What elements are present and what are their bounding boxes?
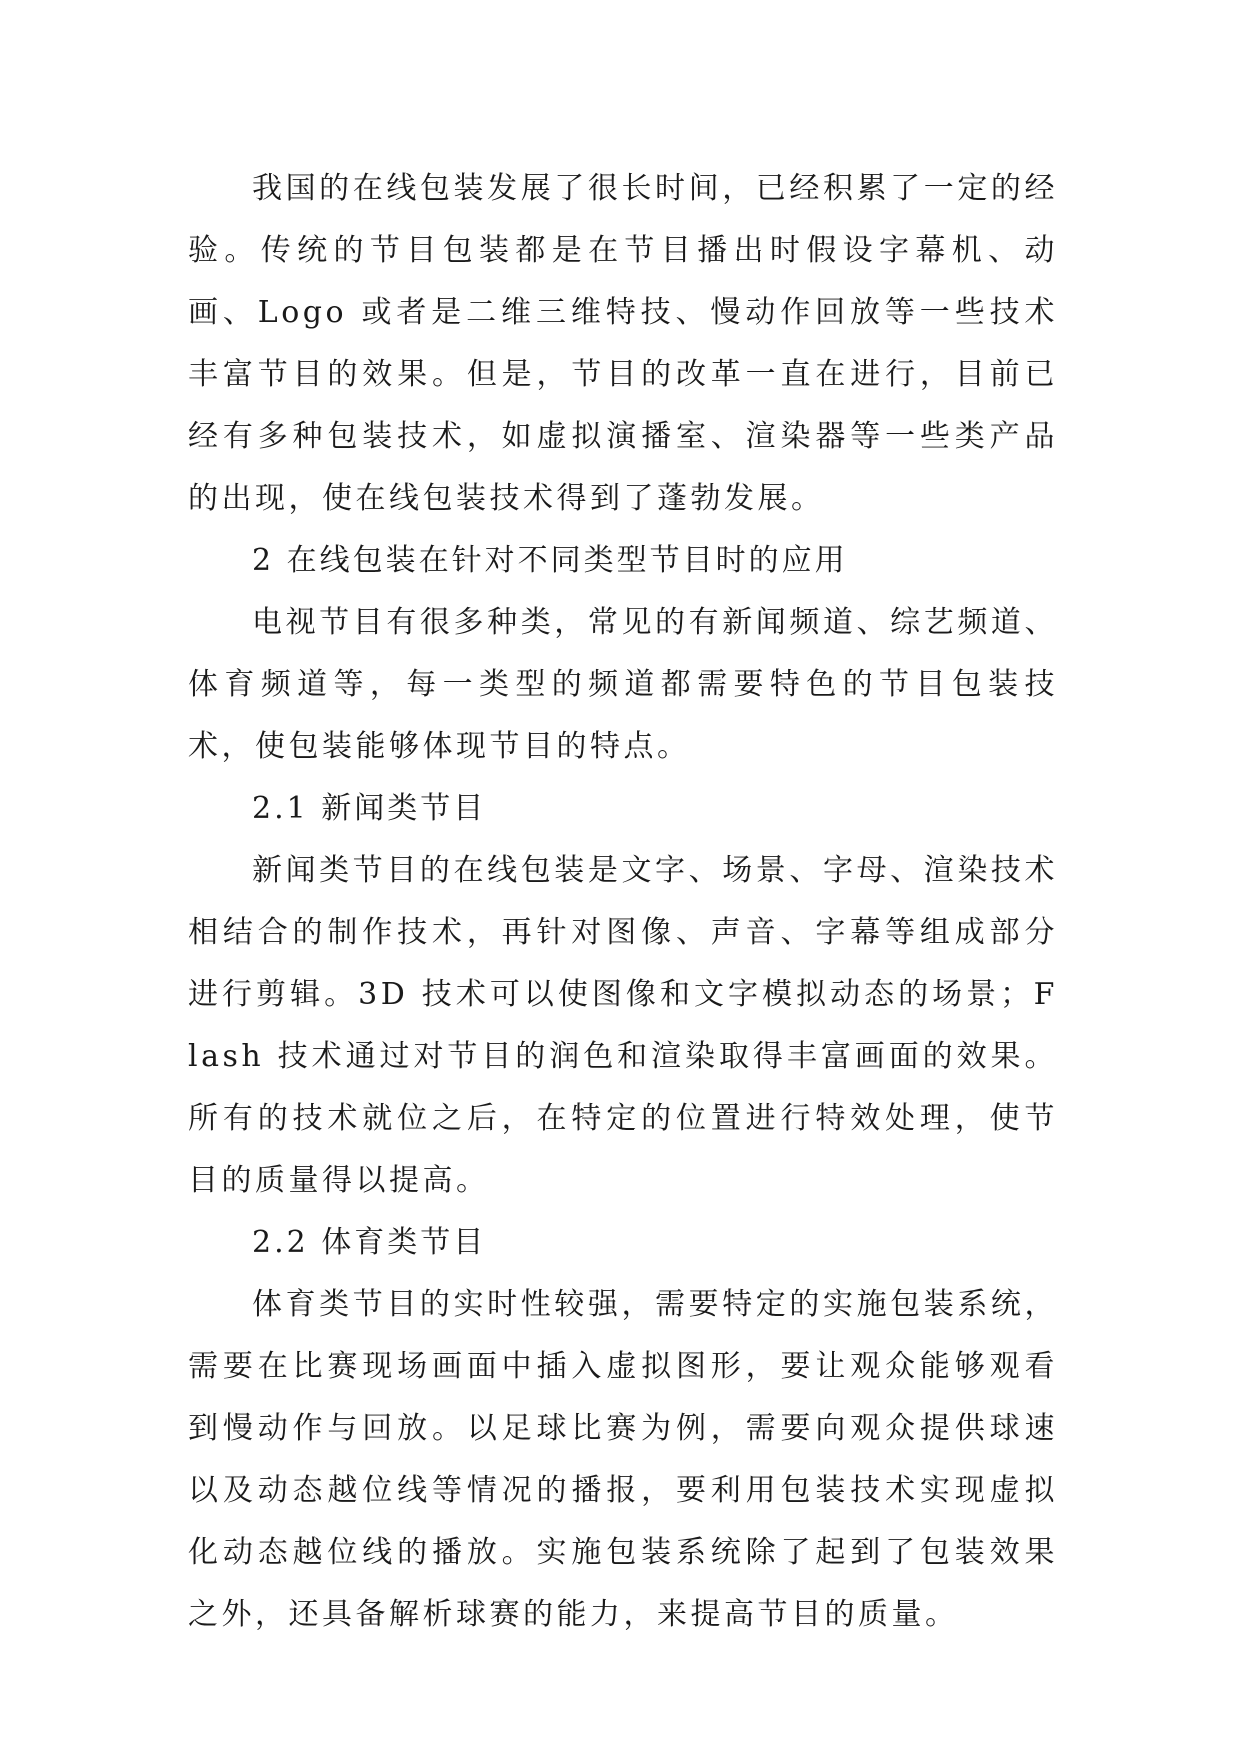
subsection-heading-2-2: 2.2 体育类节目 (252, 1225, 487, 1260)
sports-programs-paragraph: 体育类节目的实时性较强，需要特定的实施包装系统，需要在比赛现场画面中插入虚拟图形，要让观众能够观看到慢动作与回放。以足球比赛为例，需要向观众提供球速以及动态越位线等情况的播报，要利用包装技术实现虚拟化动态越位线的播放。实施包装系统除了起到了包装效果之外，还具备解析球赛的能力，来提高节目的质量。 (188, 1287, 1058, 1632)
subsection-heading-2-1: 2.1 新闻类节目 (252, 791, 487, 826)
section-heading-2: 2 在线包装在针对不同类型节目时的应用 (252, 543, 848, 578)
document-body (188, 158, 1058, 1646)
intro-paragraph: 我国的在线包装发展了很长时间，已经积累了一定的经验。传统的节目包装都是在节目播出时假设字幕机、动画、Logo 或者是二维三维特技、慢动作回放等一些技术丰富节目的效果。但是，节目的改革一直在进行，目前已经有多种包装技术，如虚拟演播室、渲染器等一些类产品的出现，使在线包装技术得到了蓬勃发展。 (188, 171, 1058, 516)
section-2-paragraph: 电视节目有很多种类，常见的有新闻频道、综艺频道、体育频道等，每一类型的频道都需要特色的节目包装技术，使包装能够体现节目的特点。 (188, 605, 1058, 764)
news-programs-paragraph: 新闻类节目的在线包装是文字、场景、字母、渲染技术相结合的制作技术，再针对图像、声音、字幕等组成部分进行剪辑。3D 技术可以使图像和文字模拟动态的场景；Flash 技术通过对节目的润色和渲染取得丰富画面的效果。所有的技术就位之后，在特定的位置进行特效处理，使节目的质量得以提高。 (188, 853, 1058, 1198)
